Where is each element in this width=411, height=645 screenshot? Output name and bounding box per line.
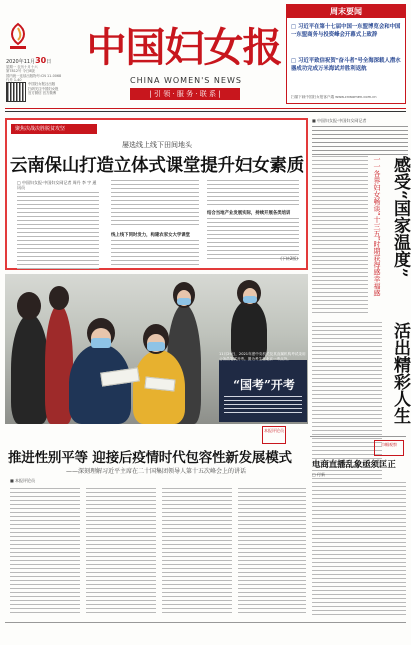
weekly-item-link[interactable]: □ 习近平在第十七届中国一东盟博览会和中国一东盟商务与投资峰会开幕式上致辞	[291, 24, 401, 38]
exam-photo[interactable]	[5, 274, 308, 424]
issue-info-line: 第7812号 今日8版	[6, 69, 35, 74]
photo-banner-title: “国考”开考	[233, 378, 295, 392]
story-section-head: 线上线下同时发力，构建农家女大学课堂	[111, 233, 191, 238]
commentary-text-column	[10, 488, 80, 616]
weekly-item-link[interactable]: □ 习近平致信祝贺"奋斗者"号全海深载人潜水器成功完成万米海试并胜利返航	[291, 58, 401, 72]
right-story-title-2[interactable]: 活出精彩人生	[390, 322, 410, 424]
story-text-column	[207, 180, 299, 208]
weekly-highlights-box	[286, 4, 406, 104]
story-subhead: 屡选线上线下田间地头	[122, 141, 192, 149]
right-story-title[interactable]: 感受“国家温度”	[390, 156, 410, 278]
commentary-text-column	[86, 488, 156, 616]
observation-headline[interactable]: 电商直播乱象亟须匡正	[312, 459, 396, 469]
masthead-divider	[5, 111, 406, 112]
column-divider	[310, 436, 406, 437]
newspaper-emblem-icon	[6, 22, 30, 54]
client-download-text: 扫描下载中国妇女报客户端 www.cnwomen.com.cn	[291, 95, 377, 99]
masthead-divider	[5, 108, 406, 109]
commentary-badge: 本报评论员	[262, 426, 286, 444]
issue-info-line: 代号 1-40	[6, 78, 22, 83]
continued-note: (下转2版)	[280, 256, 298, 261]
commentary-byline: ■ 本报评论员	[10, 478, 36, 483]
issue-date: 2020年11月30日	[6, 56, 52, 65]
right-story-subtitle: 一一各界妇女畅谈“十三五”时期获得感幸福感	[373, 156, 381, 297]
masthead-slogan: | 引 领 · 服 务 · 联 系 |	[130, 88, 240, 100]
story-text-column	[17, 192, 99, 272]
photo-banner	[219, 360, 307, 422]
photo-caption: 11月29日，2021年度中央机关及其直属机构考试录用公务员笔试开考。图为考生在北京一考点外。	[219, 352, 306, 361]
masthead-title: 中国妇女报	[86, 24, 282, 71]
story-text-column	[111, 240, 199, 268]
commentary-text-column	[162, 488, 232, 616]
right-story-text	[312, 126, 408, 158]
issue-date-block	[6, 56, 62, 83]
lead-story-box[interactable]	[5, 118, 308, 270]
weekly-title: 周末要闻	[287, 5, 405, 18]
story-byline: □ 中国妇女报·中国妇女网记者 周丹 李 宇 通讯员	[17, 180, 97, 190]
story-text-column	[111, 180, 199, 228]
page-footer-rule	[5, 622, 406, 623]
qr-caption: 中国妇女报社出版 扫码关注中国妇女报 官方微信 官方微博	[28, 82, 59, 96]
observation-badge: 巾帼观察	[374, 440, 404, 456]
qr-code-icon[interactable]	[6, 82, 26, 102]
commentary-headline[interactable]: 推进性别平等 迎接后疫情时代包容性新发展模式	[8, 450, 292, 466]
issue-info-line: 国内统一连续出版物号:CN 11-0068	[6, 73, 62, 78]
masthead-english: CHINA WOMEN'S NEWS	[130, 76, 242, 85]
right-story-byline: ■ 中国妇女报·中国妇女网记者	[312, 118, 367, 123]
commentary-subhead: ——深刻理解习近平主席在二十国集团领导人第十五次峰会上的讲话	[66, 468, 247, 475]
story-kicker: 聚焦决战决胜脱贫攻坚	[11, 124, 97, 134]
story-section-head: 结合当地产业发展实际，持续开展各类培训	[207, 211, 291, 216]
commentary-text-column	[238, 488, 306, 616]
observation-text-column	[312, 482, 406, 618]
story-headline[interactable]: 云南保山打造立体式课堂提升妇女素质	[9, 156, 305, 176]
right-story-text	[312, 156, 368, 316]
observation-byline: □ 付新	[312, 472, 326, 477]
issue-info-line: 星期一 农历十月十六	[6, 65, 38, 69]
